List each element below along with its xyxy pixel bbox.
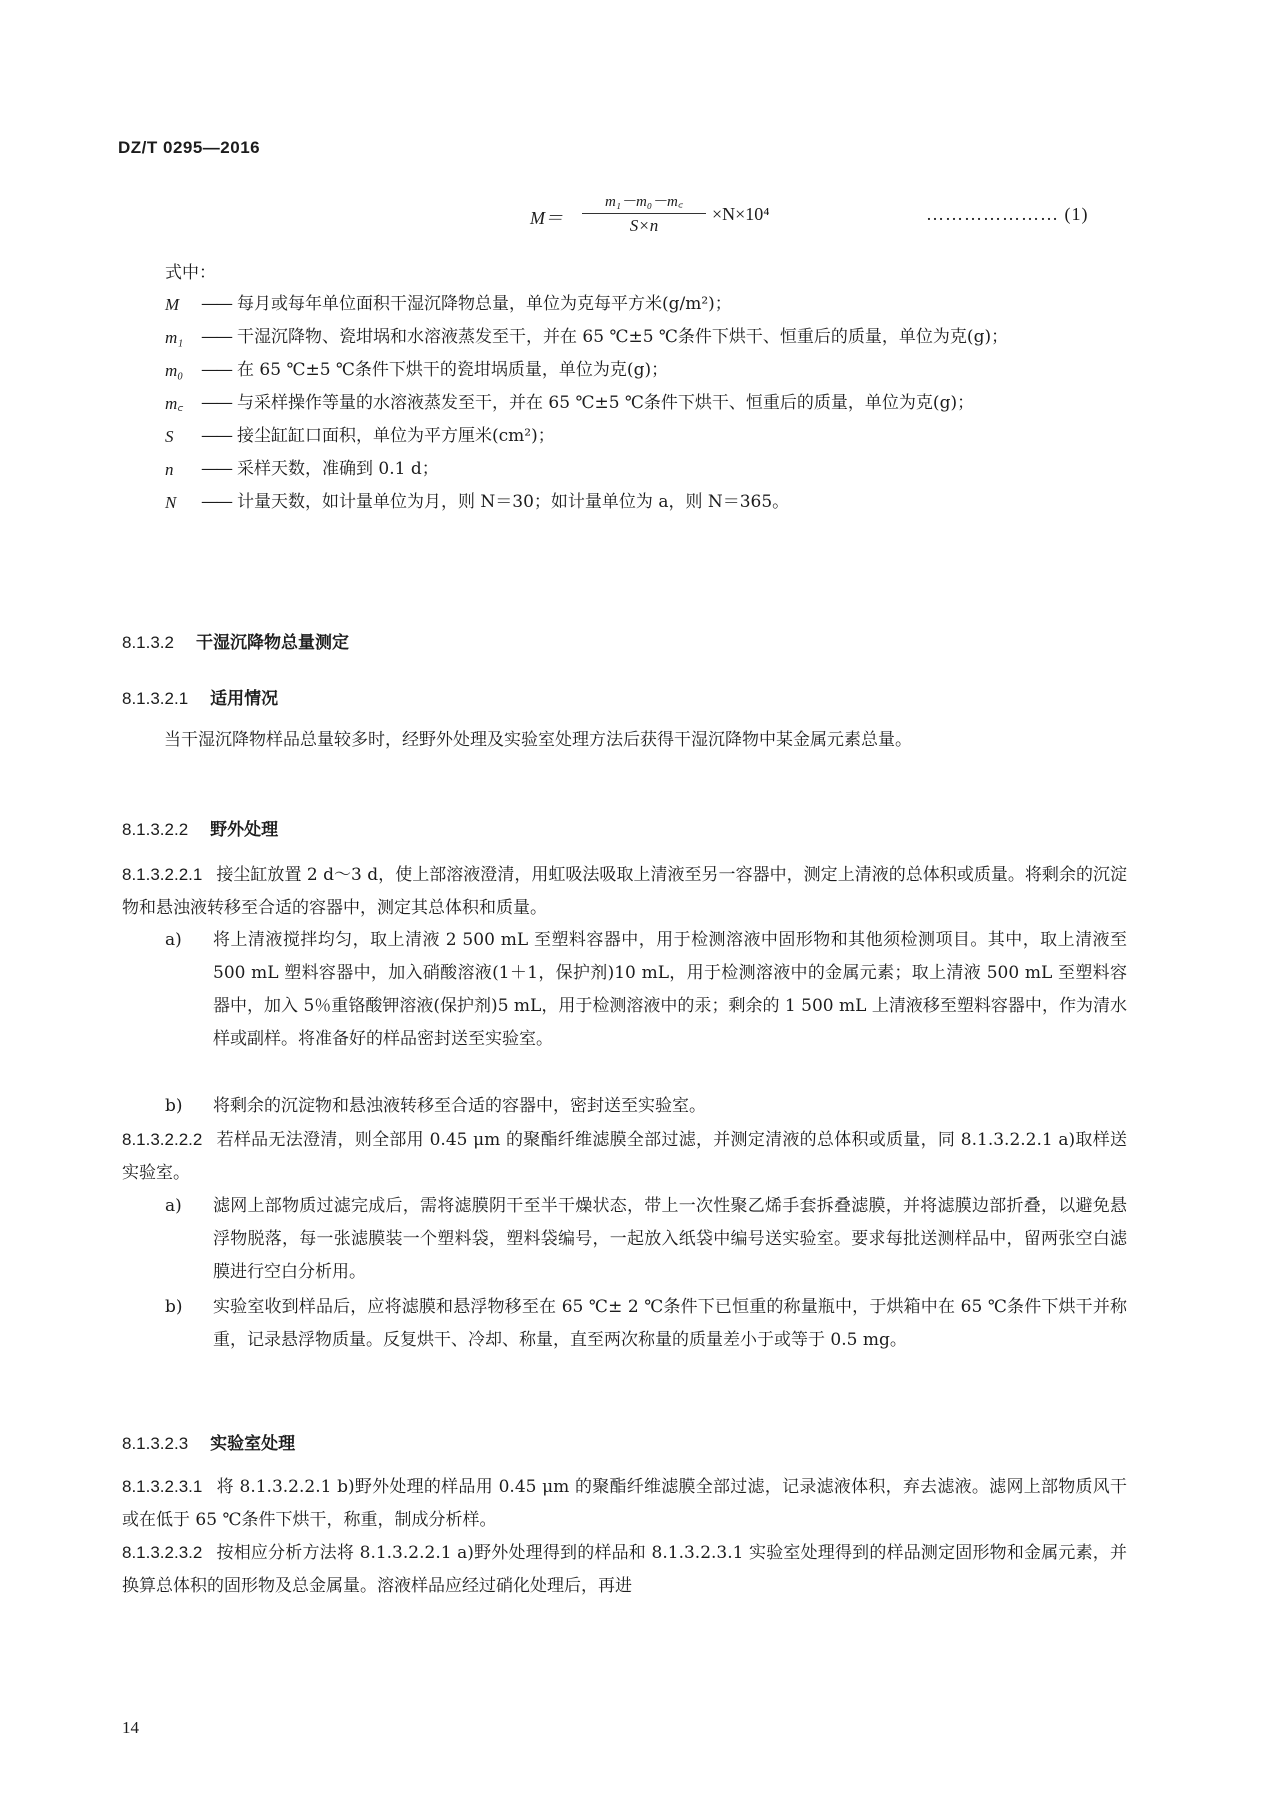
clause-text: 若样品无法澄清，则全部用 0.45 μm 的聚酯纤维滤膜全部过滤，并测定清液的总体积或质量，同 8.1.3.2.2.1 a)取样送实验室。 <box>122 1130 1127 1183</box>
formula-numerator: m₁－m₀－m꜀ <box>604 194 684 210</box>
item-text: 实验室收到样品后，应将滤膜和悬浮物移至在 65 ℃± 2 ℃条件下已恒重的称量瓶中，于烘箱中在 65 ℃条件下烘干并称重，记录悬浮物质量。反复烘干、冷却、称量，直至两次称量的质量差小于或等于 0.5 mg。 <box>213 1297 1127 1350</box>
section-title: 干湿沉降物总量测定 <box>196 633 349 652</box>
clause-text: 接尘缸放置 2 d～3 d，使上部溶液澄清，用虹吸法吸取上清液至另一容器中，测定上清液的总体积或质量。将剩余的沉淀物和悬浊液转移至合适的容器中，测定其总体积和质量。 <box>122 865 1127 918</box>
paragraph-8-1-3-2-2-1 <box>122 858 1127 925</box>
variable-desc: 与采样操作等量的水溶液蒸发至干，并在 65 ℃±5 ℃条件下烘干、恒重后的质量，单位为克(g)； <box>237 393 975 413</box>
fraction-bar <box>582 213 706 214</box>
paragraph-8-1-3-2-3-2 <box>122 1536 1127 1603</box>
variable-desc: 计量天数，如计量单位为月，则 N＝30；如计量单位为 a，则 N＝365。 <box>237 492 790 512</box>
formula-fraction <box>582 190 706 236</box>
item-label: b) <box>165 1297 183 1317</box>
item-text: 将剩余的沉淀物和悬浊液转移至合适的容器中，密封送至实验室。 <box>213 1096 706 1116</box>
where-label: 式中： <box>165 263 216 283</box>
section-heading-8-1-3-2-3 <box>122 1429 295 1454</box>
dash: —— <box>201 426 231 446</box>
variable-desc: 干湿沉降物、瓷坩埚和水溶液蒸发至干，并在 65 ℃±5 ℃条件下烘干、恒重后的质量，单位为克(g)； <box>237 327 1009 347</box>
section-title: 实验室处理 <box>210 1434 296 1453</box>
variable-symbol: m₁ <box>165 328 184 347</box>
list-item-a <box>165 924 1127 1056</box>
equation-number: ………………… (1) <box>926 204 1089 224</box>
dash: —— <box>201 294 231 314</box>
variable-symbol: N <box>165 493 177 512</box>
dash: —— <box>201 393 231 413</box>
variable-symbol: M <box>165 295 180 314</box>
item-label: a) <box>165 1196 182 1216</box>
dash: —— <box>201 492 231 512</box>
variable-desc: 接尘缸缸口面积，单位为平方厘米(cm²)； <box>237 426 555 446</box>
section-title: 适用情况 <box>210 689 279 708</box>
clause-number: 8.1.3.2.2.2 <box>122 1130 203 1149</box>
variable-item <box>165 486 1125 519</box>
item-text: 滤网上部物质过滤完成后，需将滤膜阴干至半干燥状态，带上一次性聚乙烯手套拆叠滤膜，并将滤膜边部折叠，以避免悬浮物脱落，每一张滤膜装一个塑料袋，塑料袋编号，一起放入纸袋中编号送实验室。要求每批送测样品中，留两张空白滤膜进行空白分析用。 <box>213 1196 1127 1282</box>
clause-number: 8.1.3.2.3.1 <box>122 1477 203 1496</box>
variable-desc: 在 65 ℃±5 ℃条件下烘干的瓷坩埚质量，单位为克(g)； <box>237 360 669 380</box>
paragraph-8-1-3-2-2-2 <box>122 1123 1127 1190</box>
item-label: a) <box>165 930 182 950</box>
clause-number: 8.1.3.2.3.2 <box>122 1543 203 1562</box>
section-number: 8.1.3.2 <box>122 633 174 652</box>
variable-item <box>165 354 1125 387</box>
section-heading-8-1-3-2-1 <box>122 684 278 709</box>
section-number: 8.1.3.2.3 <box>122 1434 189 1453</box>
section-title: 野外处理 <box>210 820 279 839</box>
list-item-a <box>165 1190 1127 1289</box>
variable-symbol: S <box>165 427 174 446</box>
item-text: 将上清液搅拌均匀，取上清液 2 500 mL 至塑料容器中，用于检测溶液中固形物和其他须检测项目。其中，取上清液至 500 mL 塑料容器中，加入硝酸溶液(1＋1，保护剂)10 mL，用于检测溶液中的金属元素；取上清液 500 mL 至塑料容器中，加入 5％重铬酸钾溶液(保护剂)5 mL，用于检测溶液中的汞；剩余的 1 500 mL 上清液移至塑料容器中，作为清水样或副样。将准备好的样品密封送至实验室。 <box>213 930 1127 1049</box>
variable-list <box>165 288 1125 519</box>
formula-1 <box>530 190 1130 246</box>
dash: —— <box>201 360 231 380</box>
item-label: b) <box>165 1096 183 1116</box>
formula-lhs: M＝ <box>530 208 563 228</box>
clause-text: 按相应分析方法将 8.1.3.2.2.1 a)野外处理得到的样品和 8.1.3.2.3.1 实验室处理得到的样品测定固形物和金属元素，并换算总体积的固形物及总金属量。溶液样品应经过硝化处理后，再进 <box>122 1543 1127 1596</box>
standard-code-header: DZ/T 0295—2016 <box>118 138 261 157</box>
formula-denominator: S×n <box>629 216 659 235</box>
variable-item <box>165 288 1125 321</box>
section-heading-8-1-3-2-2 <box>122 815 278 840</box>
variable-item <box>165 321 1125 354</box>
page-number: 14 <box>122 1718 139 1737</box>
variable-item <box>165 420 1125 453</box>
variable-symbol: m₀ <box>165 361 184 380</box>
variable-desc: 采样天数，准确到 0.1 d； <box>237 459 439 479</box>
section-number: 8.1.3.2.2 <box>122 820 189 839</box>
variable-desc: 每月或每年单位面积干湿沉降物总量，单位为克每平方米(g/m²)； <box>237 294 732 314</box>
section-number: 8.1.3.2.1 <box>122 689 189 708</box>
paragraph-applicability: 当干湿沉降物样品总量较多时，经野外处理及实验室处理方法后获得干湿沉降物中某金属元素总量。 <box>164 730 912 750</box>
variable-item <box>165 453 1125 486</box>
list-item-b <box>165 1090 1127 1123</box>
clause-number: 8.1.3.2.2.1 <box>122 865 203 884</box>
variable-symbol: n <box>165 460 174 479</box>
variable-item <box>165 387 1125 420</box>
paragraph-8-1-3-2-3-1 <box>122 1470 1127 1537</box>
dash: —— <box>201 459 231 479</box>
formula-rhs: ×N×10⁴ <box>712 204 770 224</box>
dash: —— <box>201 327 231 347</box>
variable-symbol: m꜀ <box>165 394 184 413</box>
clause-text: 将 8.1.3.2.2.1 b)野外处理的样品用 0.45 μm 的聚酯纤维滤膜全部过滤，记录滤液体积，弃去滤液。滤网上部物质风干或在低于 65 ℃条件下烘干，称重，制成分析样。 <box>122 1477 1127 1530</box>
list-item-b <box>165 1291 1127 1357</box>
section-heading-8-1-3-2 <box>122 628 349 653</box>
